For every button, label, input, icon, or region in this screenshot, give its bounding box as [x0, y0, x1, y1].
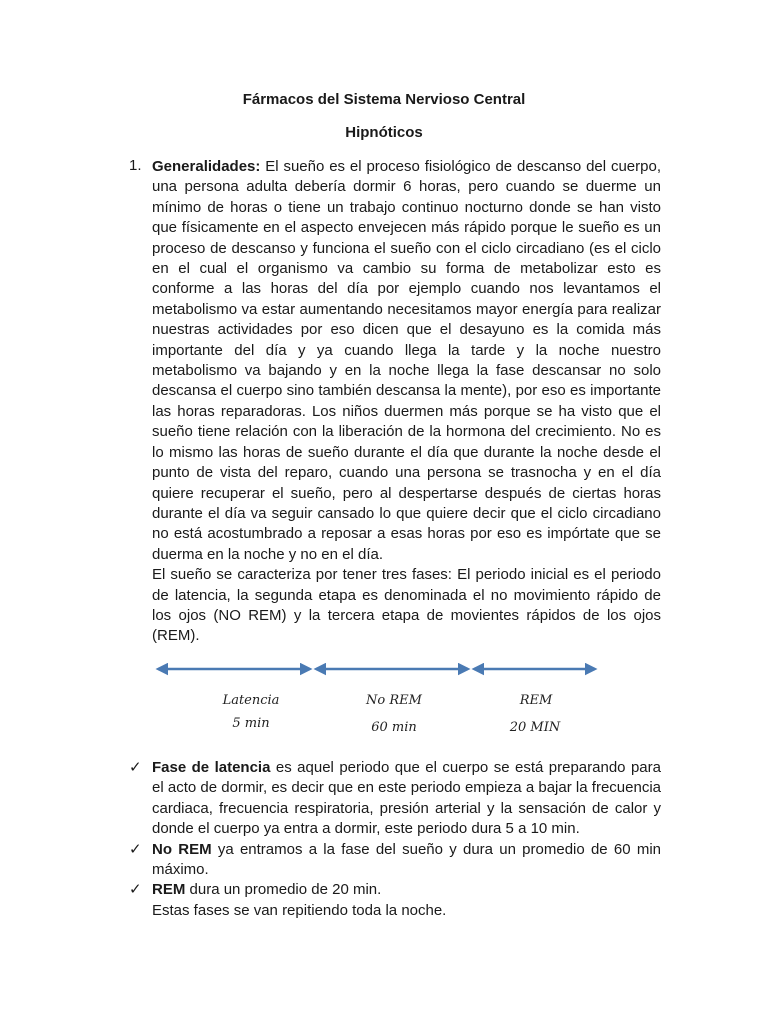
check-icon: ✓: [129, 881, 142, 899]
section-number: 1.: [129, 157, 142, 174]
phase-no-rem-duration: 60 min: [371, 720, 417, 735]
document-subtitle: Hipnóticos: [345, 124, 423, 141]
check-icon: ✓: [129, 840, 142, 858]
phase-checklist: [129, 758, 661, 921]
checklist-item-title: Fase de latencia: [152, 759, 271, 776]
checklist-item-no-rem: [129, 840, 661, 881]
phase-no-rem-name: No REM: [366, 693, 422, 708]
checklist-item-rem: [129, 880, 661, 900]
checklist-item-text: es aquel periodo que el cuerpo se está preparando para el acto de dormir, es decir que en este periodo empieza a bajar la frecuencia cardiaca, frecuencia respiratoria, presión arterial y la sensación de calor y donde el cuerpo ya entra a dormir, este periodo dura 5 a 10 min.: [152, 759, 661, 838]
closing-note: Estas fases se van repitiendo toda la noche.: [152, 901, 447, 919]
check-icon: ✓: [129, 759, 142, 776]
checklist-item-title: REM: [152, 881, 186, 899]
section-heading: Generalidades:: [152, 158, 261, 175]
checklist-item-text: ya entramos a la fase del sueño y dura un promedio de 60 min máximo.: [152, 840, 662, 879]
checklist-item-latencia: [129, 758, 661, 840]
checklist-item-text: dura un promedio de 20 min.: [185, 881, 382, 899]
phase-rem-duration: 20 MIN: [509, 720, 561, 735]
phase-latencia-duration: 5 min: [232, 716, 270, 731]
phase-latencia-name: Latencia: [222, 693, 280, 708]
paragraph-1-text: El sueño es el proceso fisiológico de descanso del cuerpo, una persona adulta debería dormir 6 horas, pero cuando se duerme un mínimo de horas o tiene un trabajo continuo nocturno donde se han visto que físicamente en el aspecto envejecen más rápido porque le sueño es un proceso de descanso y funciona el sueño con el ciclo circadiano (es el ciclo en el cual el organismo va cambio su forma de metabolizar esto es conforme a las horas del día por ejemplo cuando nos levantamos el metabolismo va estar aumentando necesitamos mayor energía para realizar nuestras actividades por eso dicen que el desayuno es la comida más importante del día y ya cuando llega la tarde y la noche nuestro metabolismo va bajando y en la noche llega la fase descansar no solo descansa el cuerpo sino también descansa la mente), por eso es importante las horas reparadoras. Los niños duermen más porque se ha visto que el sueño tiene relación con la liberación de la hormona del crecimiento. No es lo mismo las horas de sueño durante el día que durante la noche desde el punto de vista del reparo, cuando una persona se trasnocha y en el día quiere recuperar el sueño, pero al despertarse después de ciertas horas durante el día va seguir cansado lo que quiere decir que el ciclo circadiano no está acostumbrado a reposar a esas horas por eso es impórtate que se duerma en la noche y no en el día.: [152, 158, 661, 563]
checklist-item-title: No REM: [152, 840, 212, 858]
phase-rem-name: REM: [519, 693, 553, 708]
document-title: Fármacos del Sistema Nervioso Central: [242, 91, 526, 108]
paragraph-2-text: El sueño se caracteriza por tener tres fases: El periodo inicial es el periodo de latencia, la segunda etapa es denominada el no movimiento rápido de los ojos (NO REM) y la tercera etapa de movientes rápidos de los ojos (REM).: [152, 566, 661, 645]
